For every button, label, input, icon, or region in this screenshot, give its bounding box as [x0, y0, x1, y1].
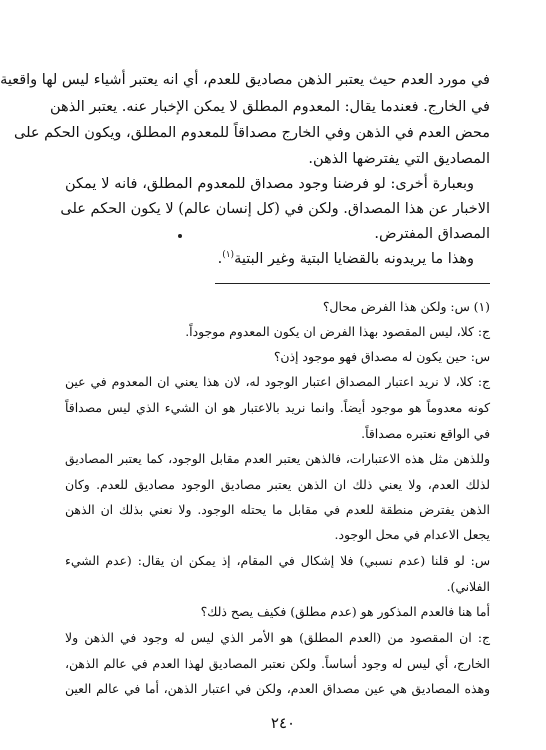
footnote-line: (١) س: ولكن هذا الفرض محال؟ — [322, 299, 490, 314]
footnote-line: في الواقع نعتبره مصداقاً. — [361, 426, 490, 441]
main-text-line: المصاديق التي يفترضها الذهن. — [308, 151, 490, 167]
stray-dot — [178, 234, 182, 238]
page-number: ٢٤٠ — [270, 714, 296, 732]
footnote-line: وللذهن مثل هذه الاعتبارات، فالذهن يعتبر العدم مقابل الوجود، كما يعتبر المصاديق — [65, 451, 490, 466]
footnote-marker: (١) — [222, 250, 235, 261]
main-text-last-line: وهذا ما يريدونه بالقضايا البتية وغير البتية — [234, 251, 474, 267]
footnote-line: س: لو قلنا (عدم نسبي) فلا إشكال في المقام، إذ يمكن ان يقال: (عدم الشيء — [65, 553, 490, 568]
footnote-line: الذهن يفترض منطقة للعدم في مقابل ما يحتله الوجود. ولا نعني بذلك ان الذهن — [65, 502, 490, 517]
footnote-line: ج: كلا، ليس المقصود بهذا الفرض ان يكون المعدوم موجوداً. — [185, 324, 490, 339]
footnote-separator — [215, 283, 490, 284]
main-text-line: المصداق المفترض. — [374, 226, 490, 242]
main-text-line: في مورد العدم حيث يعتبر الذهن مصاديق للعدم، أي انه يعتبر أشياء ليس لها واقعية — [0, 72, 490, 88]
footnote-line: يجعل الاعدام في محل الوجود. — [334, 527, 490, 542]
footnote-line: أما هنا فالعدم المذكور هو (عدم مطلق) فكيف يصح ذلك؟ — [200, 604, 490, 619]
main-text-line: وبعبارة أخرى: لو فرضنا وجود مصداق للمعدوم المطلق، فانه لا يمكن — [65, 176, 474, 192]
footnote-line: ج: كلا، لا نريد اعتبار المصداق اعتبار الوجود له، لان هذا يعني ان المعدوم في عين — [65, 374, 490, 389]
footnote-line: لذلك العدم، ولا يعني ذلك ان الذهن يعتبر مصاديق الوجود مصاديق للعدم. وكان — [65, 477, 490, 492]
main-text-line: الاخبار عن هذا المصداق. ولكن في (كل إنسان عالم) لا يكون الحكم على — [60, 201, 490, 217]
footnote-line: س: حين يكون له مصداق فهو موجود إذن؟ — [273, 349, 490, 364]
footnote-line: كونه معدوماً هو موجود أيضاً. وانما نريد بالاعتبار هو ان الشيء الذي ليس مصداقاً — [65, 400, 490, 415]
footnote-line: الخارج، أي ليس له وجود أساساً. ولكن نعتبر المصاديق لهذا العدم في عالم الذهن، — [65, 656, 490, 671]
footnote-line: وهذه المصاديق هي عين مصداق العدم، ولكن في اعتبار الذهن، أما في عالم العين — [65, 681, 490, 696]
main-text-line: وهذا ما يريدونه بالقضايا البتية وغير البتية$^{(١)}$. — [217, 250, 474, 267]
main-text-line: في الخارج. فعندما يقال: المعدوم المطلق لا يمكن الإخبار عنه. يعتبر الذهن — [50, 99, 490, 115]
main-text-line: محض العدم في الذهن وفي الخارج مصداقاً للمعدوم المطلق، ويكون الحكم على — [14, 125, 490, 141]
footnote-line: ج: ان المقصود من (العدم المطلق) هو الأمر الذي ليس له وجود في الذهن ولا — [65, 630, 490, 645]
footnote-line: الفلاني). — [446, 579, 490, 594]
